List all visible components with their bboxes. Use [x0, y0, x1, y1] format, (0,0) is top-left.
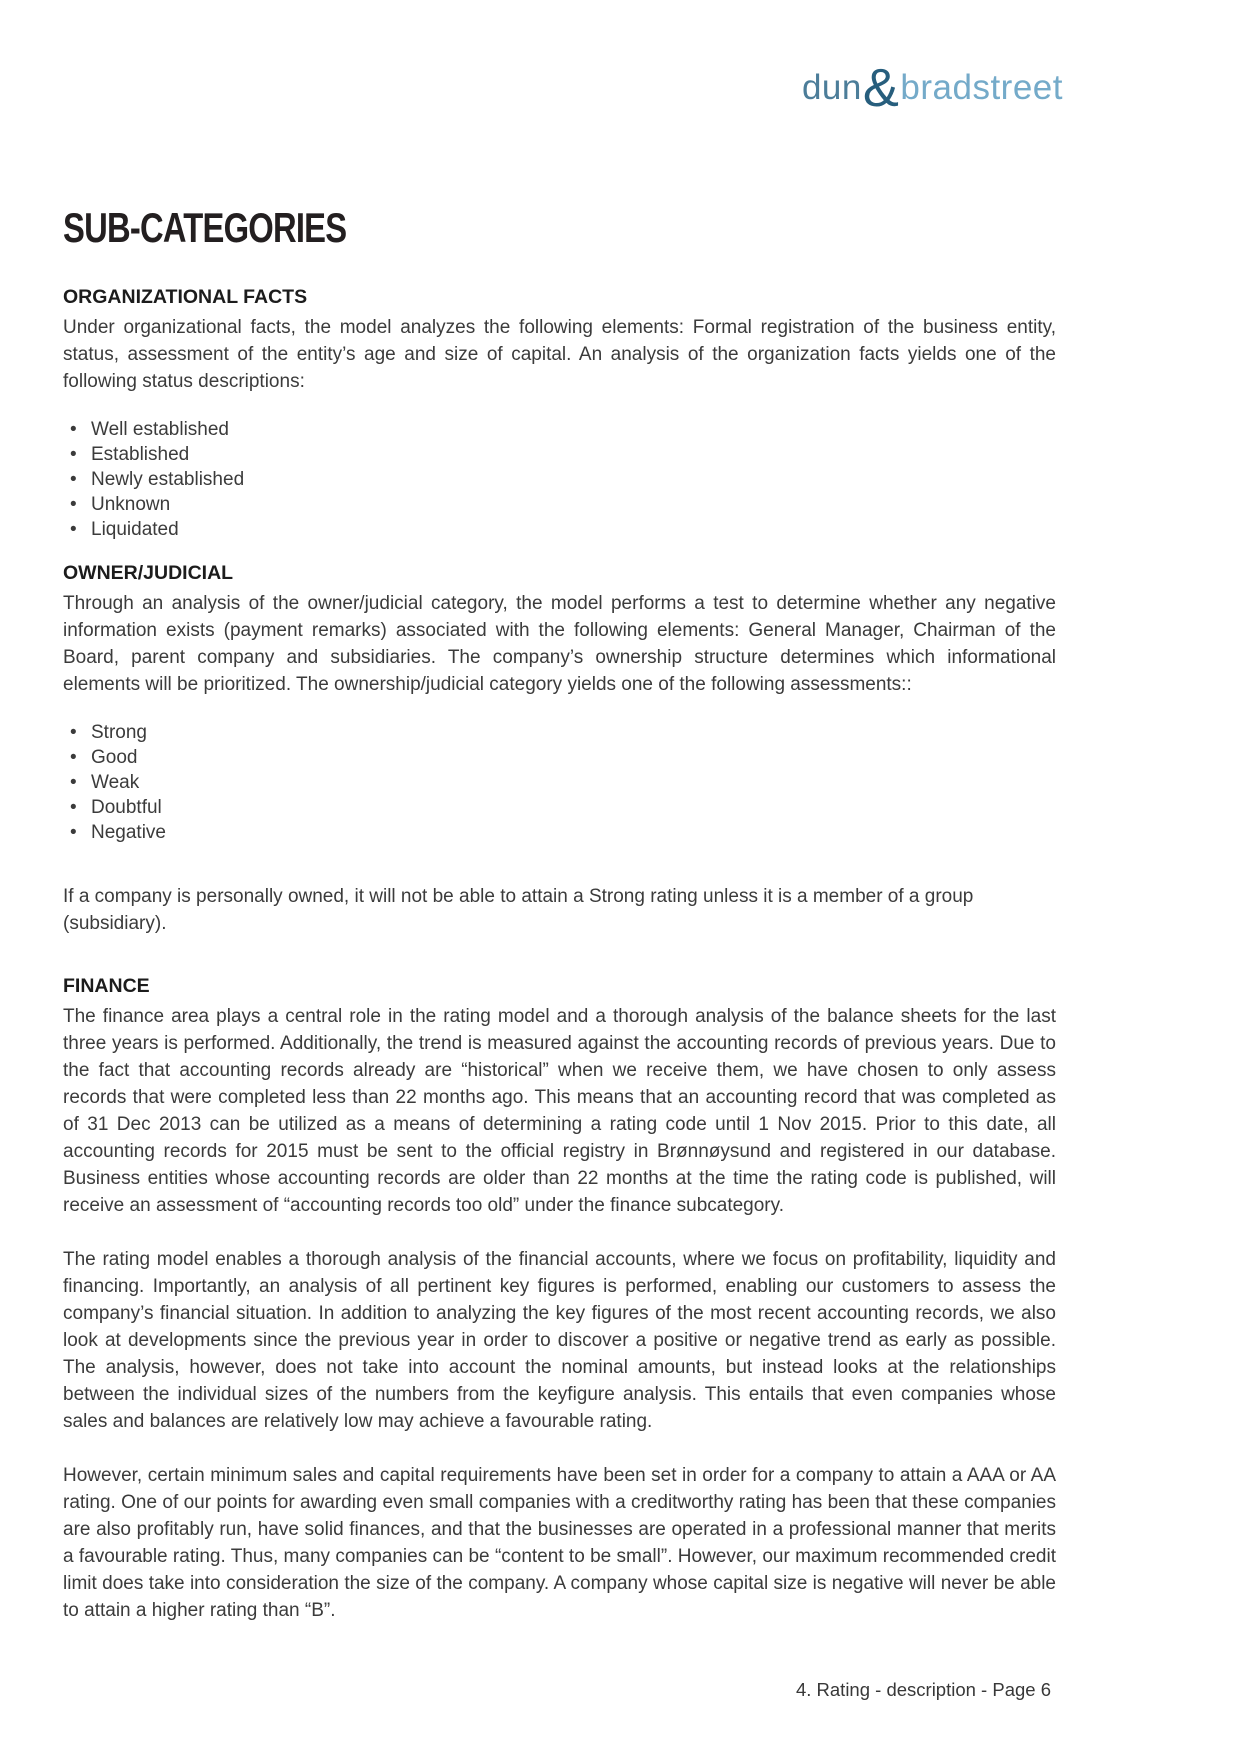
section-heading-organizational-facts: ORGANIZATIONAL FACTS [63, 286, 308, 308]
list-item: • Well established [63, 417, 1056, 442]
logo-word-bradstreet: bradstreet [900, 68, 1063, 107]
section-owner-judicial [63, 562, 1056, 937]
list-item: • Established [63, 442, 1056, 467]
section-heading-finance: FINANCE [63, 975, 150, 997]
section-organizational-facts [63, 286, 1056, 542]
assessment-bullet-list [63, 720, 1056, 845]
paragraph: However, certain minimum sales and capital requirements have been set in order for a company to attain a AAA or AA rating. One of our points for awarding even small companies with a creditworthy rating has been that these companies are also profitably run, have solid finances, and that the businesses are operated in a professional manner that merits a favourable rating. Thus, many companies can be “content to be small”. However, our maximum recommended credit limit does take into consideration the size of the company. A company whose capital size is negative will never be able to attain a higher rating than “B”. [63, 1465, 1056, 1621]
list-item: • Newly established [63, 467, 1056, 492]
list-item: • Negative [63, 820, 1056, 845]
list-item: • Liquidated [63, 517, 1056, 542]
list-item: • Good [63, 745, 1056, 770]
paragraph: Through an analysis of the owner/judicial category, the model performs a test to determine whether any negative information exists (payment remarks) associated with the following elements: General Manager, Chairman of the Board, parent company and subsidiaries. The company’s ownership structure determines which informational elements will be prioritized. The ownership/judicial category yields one of the following assessments:: [63, 593, 1056, 695]
paragraph: If a company is personally owned, it will not be able to attain a Strong rating unless it is a member of a group (subsidiary). [63, 886, 974, 934]
list-item: • Weak [63, 770, 1056, 795]
page-title: SUB-CATEGORIES [63, 204, 347, 251]
list-item: • Unknown [63, 492, 1056, 517]
dun-bradstreet-logo: dun & bradstreet [801, 58, 1063, 118]
list-item: • Doubtful [63, 795, 1056, 820]
section-heading-owner-judicial: OWNER/JUDICIAL [63, 562, 234, 584]
section-finance [63, 975, 1056, 1624]
paragraph: The rating model enables a thorough analysis of the financial accounts, where we focus on profitability, liquidity and financing. Importantly, an analysis of all pertinent key figures is performed, enabling our customers to assess the company’s financial situation. In addition to analyzing the key figures of the most recent accounting records, we also look at developments since the previous year in order to discover a positive or negative trend as early as possible. The analysis, however, does not take into account the nominal amounts, but instead looks at the relationships between the individual sizes of the numbers from the keyfigure analysis. This entails that even companies whose sales and balances are relatively low may achieve a favourable rating. [63, 1249, 1056, 1432]
paragraph: The finance area plays a central role in the rating model and a thorough analysis of the balance sheets for the last three years is performed. Additionally, the trend is measured against the accounting records of previous years. Due to the fact that accounting records already are “historical” when we receive them, we have chosen to only assess records that were completed less than 22 months ago. This means that an accounting record that was completed as of 31 Dec 2013 can be utilized as a means of determining a rating code until 1 Nov 2015. Prior to this date, all accounting records for 2015 must be sent to the official registry in Brønnøysund and registered in our database. Business entities whose accounting records are older than 22 months at the time the rating code is published, will receive an assessment of “accounting records too old” under the finance subcategory. [63, 1006, 1056, 1216]
page-footer: 4. Rating - description - Page 6 [795, 1679, 1051, 1700]
list-item: • Strong [63, 720, 1056, 745]
paragraph: Under organizational facts, the model analyzes the following elements: Formal registration of the business entity, status, assessment of the entity’s age and size of capital. An analysis of the organization facts yields one of the following status descriptions: [63, 317, 1056, 392]
status-bullet-list [63, 417, 1056, 542]
logo-word-dun: dun [801, 68, 862, 107]
